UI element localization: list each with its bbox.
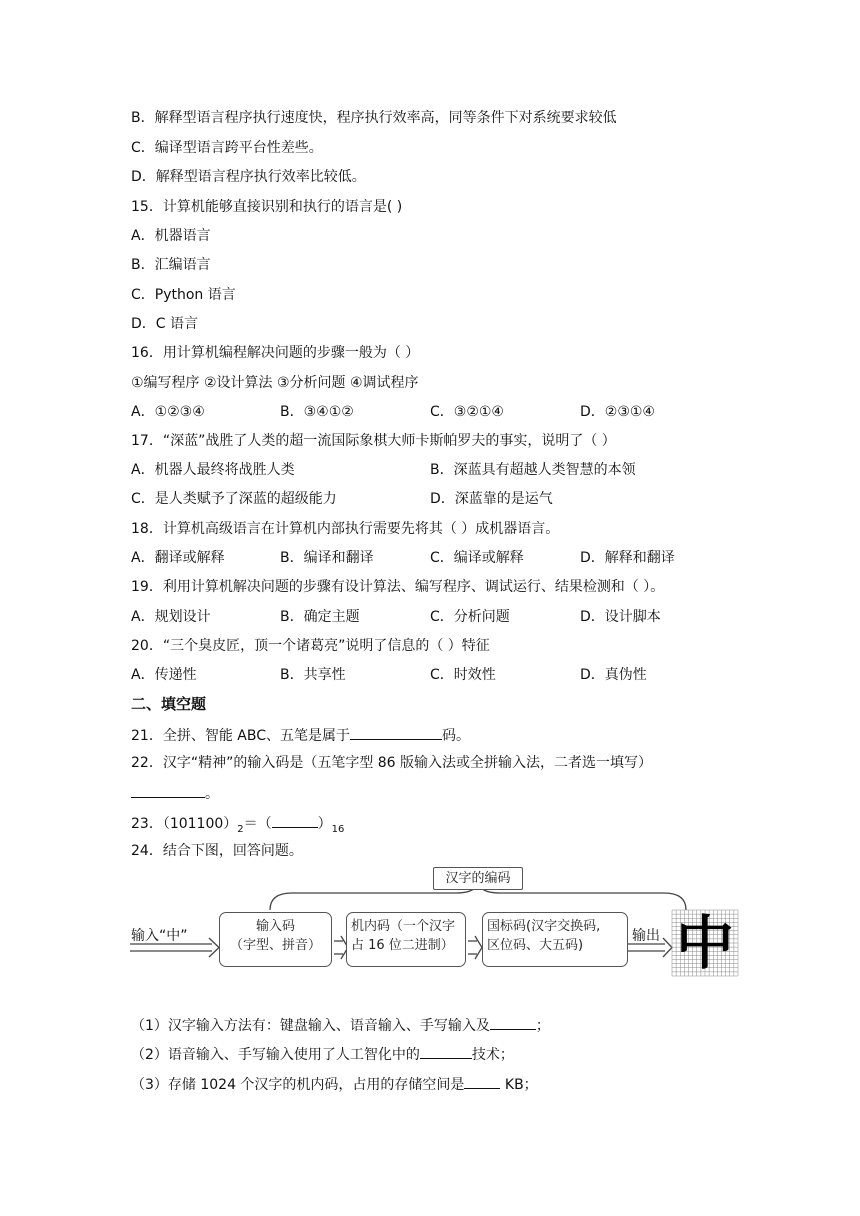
diagram-title: 汉字的编码 <box>433 867 523 890</box>
q18-stem: 18．计算机高级语言在计算机内部执行需要先将其（ ）成机器语言。 <box>131 521 560 537</box>
q19-option-c: C．分析问题 <box>430 609 510 625</box>
q16-steps: ①编写程序 ②设计算法 ③分析问题 ④调试程序 <box>131 375 419 391</box>
output-label: 输出 <box>632 928 660 944</box>
part2-text: （2）语音输入、手写输入使用了人工智化中的 <box>131 1047 420 1063</box>
q16-option-a: A．①②③④ <box>131 404 205 420</box>
q24-part1 <box>131 1015 550 1035</box>
q15-option-a: A．机器语言 <box>131 228 211 244</box>
national-code-box <box>482 912 628 967</box>
q21-text: 21．全拼、智能 ABC、五笔是属于 <box>131 728 350 744</box>
input-label: 输入“中” <box>131 928 188 944</box>
box3-line2: 区位码、大五码) <box>487 938 584 953</box>
q19-option-d: D．设计脚本 <box>580 609 661 625</box>
q17-option-c: C．是人类赋予了深蓝的超级能力 <box>131 491 337 507</box>
q16-option-b: B．③④①② <box>280 404 354 420</box>
q24-stem: 24．结合下图，回答问题。 <box>131 843 303 859</box>
q23-text: 23．（101100） <box>131 816 238 832</box>
answer-blank[interactable] <box>420 1044 472 1059</box>
q17-option-d: D．深蓝靠的是运气 <box>430 491 553 507</box>
q18-option-d: D．解释和翻译 <box>580 550 675 566</box>
q19-option-b: B．确定主题 <box>280 609 360 625</box>
q16-option-c: C．③②①④ <box>430 404 504 420</box>
output-glyph: 中 <box>675 909 734 977</box>
box1-line1: 输入码 <box>255 919 295 934</box>
part2-suffix: 技术； <box>471 1047 514 1063</box>
box2-line2: 占 16 位二进制） <box>351 938 454 953</box>
q20-option-c: C．时效性 <box>430 667 496 683</box>
q17-stem: 17．“深蓝”战胜了人类的超一流国际象棋大师卡斯帕罗夫的事实，说明了（ ） <box>131 433 616 449</box>
q23-close: ） <box>317 816 332 832</box>
q23-base-16: 16 <box>331 824 345 835</box>
box2-line1: 机内码（一个汉字 <box>351 919 456 934</box>
section-heading: 二、填空题 <box>131 695 207 713</box>
q15-option-d: D．C 语言 <box>131 316 199 332</box>
q15-option-c: C．Python 语言 <box>131 287 236 303</box>
answer-blank[interactable] <box>464 1074 500 1089</box>
q24-part3 <box>131 1074 538 1094</box>
q20-option-a: A．传递性 <box>131 667 197 683</box>
q18-option-a: A．翻译或解释 <box>131 550 225 566</box>
q21-suffix: 码。 <box>441 728 470 744</box>
q14-option-d: D．解释型语言程序执行效率比较低。 <box>131 169 366 185</box>
input-code-box <box>219 912 332 967</box>
q20-option-d: D．真伪性 <box>580 667 647 683</box>
q24-part2 <box>131 1044 514 1064</box>
q23-equals: ＝（ <box>243 816 272 832</box>
q15-stem: 15．计算机能够直接识别和执行的语言是( ) <box>131 199 403 215</box>
box3-line1: 国标码(汉字交换码, <box>487 919 601 934</box>
q16-option-d: D．②③①④ <box>580 404 655 420</box>
box1-line2: （字型、拼音） <box>229 938 321 953</box>
part3-suffix: KB； <box>500 1077 538 1093</box>
q18-option-c: C．编译或解释 <box>430 550 524 566</box>
q19-option-a: A．规划设计 <box>131 609 211 625</box>
q14-option-b: B．解释型语言程序执行速度快，程序执行效率高，同等条件下对系统要求较低 <box>131 110 617 126</box>
q19-stem: 19．利用计算机解决问题的步骤有设计算法、编写程序、调试运行、结果检测和（ ）。 <box>131 579 665 595</box>
q23-base-2: 2 <box>237 824 244 835</box>
q20-option-b: B．共享性 <box>280 667 346 683</box>
q16-stem: 16．用计算机编程解决问题的步骤一般为（ ） <box>131 345 420 361</box>
q22-suffix: 。 <box>205 786 219 802</box>
part1-text: （1）汉字输入方法有：键盘输入、语音输入、手写输入及 <box>131 1018 490 1034</box>
q17-option-b: B．深蓝具有超越人类智慧的本领 <box>430 462 636 478</box>
part3-text: （3）存储 1024 个汉字的机内码，占用的存储空间是 <box>131 1077 465 1093</box>
q17-option-a: A．机器人最终将战胜人类 <box>131 462 295 478</box>
q15-option-b: B．汇编语言 <box>131 257 211 273</box>
part1-suffix: ； <box>535 1018 550 1034</box>
answer-blank[interactable] <box>490 1015 536 1030</box>
internal-code-box <box>346 912 466 967</box>
q20-stem: 20．“三个臭皮匠，顶一个诸葛亮”说明了信息的（ ）特征 <box>131 638 490 654</box>
q18-option-b: B．编译和翻译 <box>280 550 374 566</box>
q22-stem: 22．汉字“精神”的输入码是（五笔字型 86 版输入法或全拼输入法，二者选一填写） <box>131 755 653 771</box>
q14-option-c: C．编译型语言跨平台性差些。 <box>131 140 323 156</box>
